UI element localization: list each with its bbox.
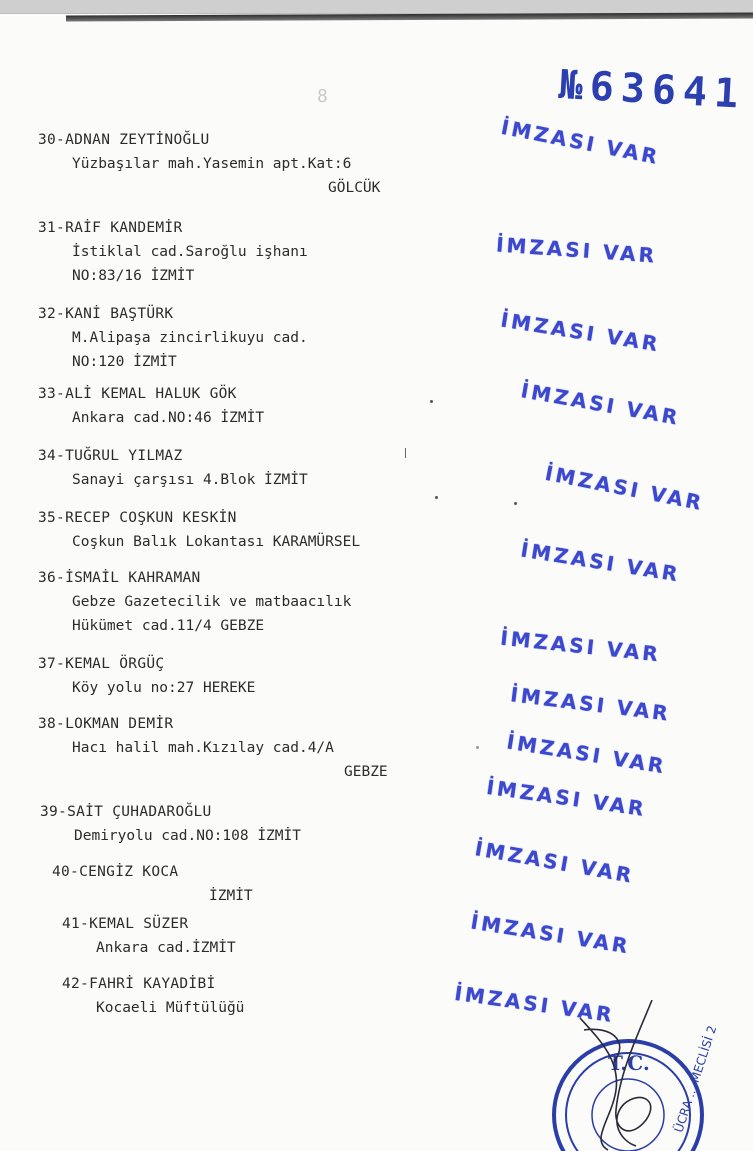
entry-38 bbox=[38, 712, 388, 784]
seal-top-text: T.C. bbox=[608, 1051, 650, 1075]
signature-stamp: İMZASI VAR bbox=[453, 980, 617, 1028]
entry-name: 31-RAİF KANDEMİR bbox=[38, 220, 183, 236]
entry-name: 32-KANİ BAŞTÜRK bbox=[38, 306, 174, 322]
entry-name: 42-FAHRİ KAYADİBİ bbox=[62, 976, 216, 992]
entry-name: 40-CENGİZ KOCA bbox=[52, 864, 179, 880]
signature-stamp: İMZASI VAR bbox=[543, 460, 706, 516]
entry-city: İZMİT bbox=[209, 888, 253, 904]
entry-name: 36-İSMAİL KAHRAMAN bbox=[38, 570, 201, 586]
entry-address: Yüzbaşılar mah.Yasemin apt.Kat:6 bbox=[72, 156, 352, 172]
entry-name: 33-ALİ KEMAL HALUK GÖK bbox=[38, 386, 237, 402]
entry-31 bbox=[38, 216, 308, 288]
signature-stamp: İMZASI VAR bbox=[485, 774, 649, 822]
signature-stamp: İMZASI VAR bbox=[505, 729, 669, 779]
seal-side-text: ÜCRA ... MECLİSİ 2 bbox=[671, 1023, 720, 1135]
signature-stamp: İMZASI VAR bbox=[469, 909, 633, 959]
entry-37 bbox=[38, 652, 255, 700]
entry-address: M.Alipaşa zincirlikuyu cad. bbox=[72, 330, 308, 346]
official-seal bbox=[520, 1000, 753, 1151]
paper-speck bbox=[476, 746, 479, 749]
paper-mark bbox=[405, 448, 406, 458]
page-mark: 8 bbox=[317, 86, 328, 107]
paper-speck bbox=[514, 502, 517, 505]
signature-stamp: İMZASI VAR bbox=[519, 537, 683, 587]
entry-name: 37-KEMAL ÖRGÜÇ bbox=[38, 656, 165, 672]
entry-30 bbox=[38, 128, 381, 200]
signature-stamp: İMZASI VAR bbox=[473, 836, 637, 888]
entry-40 bbox=[52, 860, 253, 908]
entry-address: Hacı halil mah.Kızılay cad.4/A bbox=[72, 740, 334, 756]
entry-address: İstiklal cad.Saroğlu işhanı bbox=[72, 244, 308, 260]
paper-speck bbox=[435, 496, 438, 499]
document-number: №63641 bbox=[557, 62, 747, 118]
entry-address: Coşkun Balık Lokantası KARAMÜRSEL bbox=[72, 534, 361, 550]
entry-address: Hükümet cad.11/4 GEBZE bbox=[72, 618, 265, 634]
entry-34 bbox=[38, 444, 308, 492]
entry-address: Kocaeli Müftülüğü bbox=[96, 1000, 245, 1016]
entry-name: 35-RECEP COŞKUN KESKİN bbox=[38, 510, 237, 526]
entry-42 bbox=[62, 972, 244, 1020]
signature-stamp: İMZASI VAR bbox=[499, 625, 662, 667]
paper-speck bbox=[430, 400, 433, 403]
entry-address: NO:83/16 İZMİT bbox=[72, 268, 195, 284]
entry-name: 34-TUĞRUL YILMAZ bbox=[38, 448, 183, 464]
entry-35 bbox=[38, 506, 360, 554]
entry-address: Ankara cad.NO:46 İZMİT bbox=[72, 410, 265, 426]
signature-stamp: İMZASI VAR bbox=[499, 114, 662, 170]
entry-36 bbox=[38, 566, 351, 638]
signature-stamp: İMZASI VAR bbox=[519, 378, 683, 430]
entry-address: Demiryolu cad.NO:108 İZMİT bbox=[74, 828, 301, 844]
entry-name: 39-SAİT ÇUHADAROĞLU bbox=[40, 804, 212, 820]
entry-33 bbox=[38, 382, 264, 430]
entry-city: GÖLCÜK bbox=[328, 180, 381, 196]
signature-stamp: İMZASI VAR bbox=[509, 682, 673, 726]
entry-39 bbox=[40, 800, 301, 848]
entry-address: Sanayi çarşısı 4.Blok İZMİT bbox=[72, 472, 308, 488]
entry-address: Gebze Gazetecilik ve matbaacılık bbox=[72, 594, 352, 610]
entry-name: 38-LOKMAN DEMİR bbox=[38, 716, 174, 732]
entry-name: 30-ADNAN ZEYTİNOĞLU bbox=[38, 132, 210, 148]
signature-stamp: İMZASI VAR bbox=[499, 307, 663, 357]
entry-address: Köy yolu no:27 HEREKE bbox=[72, 680, 256, 696]
entry-city: GEBZE bbox=[344, 764, 388, 780]
entry-address: Ankara cad.İZMİT bbox=[96, 940, 236, 956]
signature-stamp: İMZASI VAR bbox=[495, 232, 658, 268]
entry-name: 41-KEMAL SÜZER bbox=[62, 916, 189, 932]
entry-41 bbox=[62, 912, 236, 960]
entry-32 bbox=[38, 302, 308, 374]
entry-address: NO:120 İZMİT bbox=[72, 354, 177, 370]
